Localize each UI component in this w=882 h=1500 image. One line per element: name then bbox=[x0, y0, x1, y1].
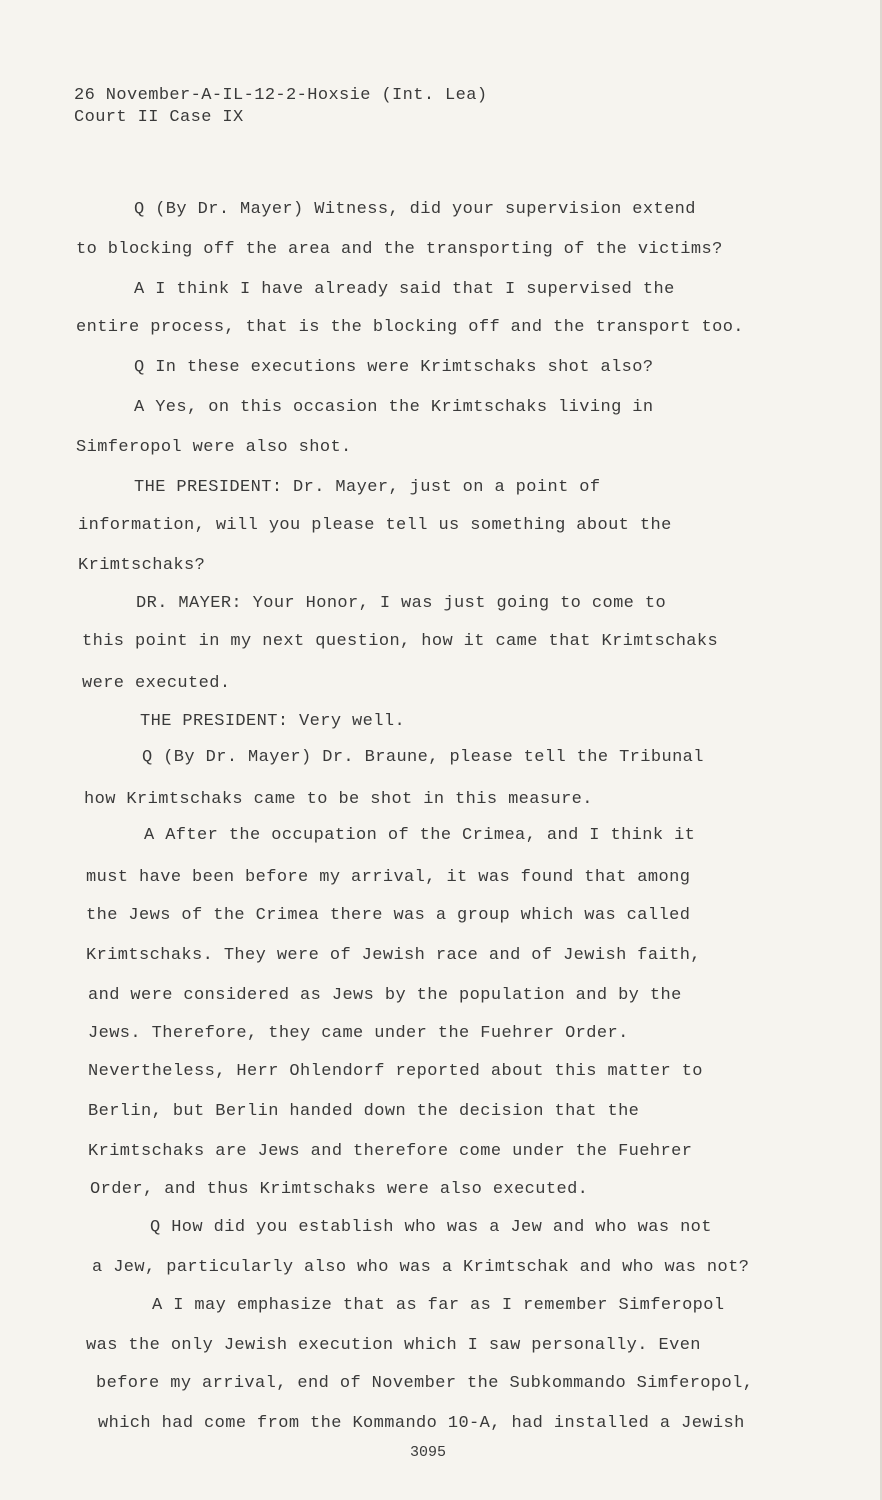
body-line: THE PRESIDENT: Dr. Mayer, just on a point of bbox=[134, 478, 601, 497]
body-line: Q (By Dr. Mayer) Witness, did your supervision extend bbox=[134, 200, 696, 219]
body-line: DR. MAYER: Your Honor, I was just going to come to bbox=[136, 594, 667, 613]
body-line: Simferopol were also shot. bbox=[76, 438, 352, 457]
body-line: A Yes, on this occasion the Krimtschaks living in bbox=[134, 398, 654, 417]
body-line: Jews. Therefore, they came under the Fuehrer Order. bbox=[88, 1024, 629, 1043]
body-line: Nevertheless, Herr Ohlendorf reported about this matter to bbox=[88, 1062, 703, 1081]
body-line: were executed. bbox=[82, 674, 231, 693]
body-line: was the only Jewish execution which I saw personally. Even bbox=[86, 1336, 701, 1355]
page-number: 3095 bbox=[410, 1444, 447, 1461]
body-line: how Krimtschaks came to be shot in this measure. bbox=[84, 790, 593, 809]
body-line: Krimtschaks are Jews and therefore come under the Fuehrer bbox=[88, 1142, 693, 1161]
body-line: Krimtschaks? bbox=[78, 556, 206, 575]
body-line: before my arrival, end of November the Subkommando Simferopol, bbox=[96, 1374, 754, 1393]
body-line: must have been before my arrival, it was found that among bbox=[86, 868, 691, 887]
body-line: a Jew, particularly also who was a Krimtschak and who was not? bbox=[92, 1258, 750, 1277]
body-line: A I may emphasize that as far as I remember Simferopol bbox=[152, 1296, 725, 1315]
header-line-1: 26 November-A-IL-12-2-Hoxsie (Int. Lea) bbox=[74, 86, 488, 105]
body-line: Berlin, but Berlin handed down the decision that the bbox=[88, 1102, 640, 1121]
header-line-2: Court II Case IX bbox=[74, 108, 244, 127]
body-line: Q (By Dr. Mayer) Dr. Braune, please tell the Tribunal bbox=[142, 748, 704, 767]
body-line: Krimtschaks. They were of Jewish race and of Jewish faith, bbox=[86, 946, 701, 965]
body-line: this point in my next question, how it came that Krimtschaks bbox=[82, 632, 719, 651]
body-line: information, will you please tell us something about the bbox=[78, 516, 672, 535]
body-line: which had come from the Kommando 10-A, had installed a Jewish bbox=[98, 1414, 745, 1433]
body-line: and were considered as Jews by the population and by the bbox=[88, 986, 682, 1005]
body-line: Q In these executions were Krimtschaks shot also? bbox=[134, 358, 654, 377]
body-line: A After the occupation of the Crimea, and I think it bbox=[144, 826, 696, 845]
body-line: Q How did you establish who was a Jew and who was not bbox=[150, 1218, 712, 1237]
body-line: THE PRESIDENT: Very well. bbox=[140, 712, 406, 731]
body-line: entire process, that is the blocking off and the transport too. bbox=[76, 318, 744, 337]
body-line: A I think I have already said that I supervised the bbox=[134, 280, 675, 299]
body-line: the Jews of the Crimea there was a group which was called bbox=[86, 906, 691, 925]
body-line: Order, and thus Krimtschaks were also executed. bbox=[90, 1180, 589, 1199]
body-line: to blocking off the area and the transporting of the victims? bbox=[76, 240, 723, 259]
